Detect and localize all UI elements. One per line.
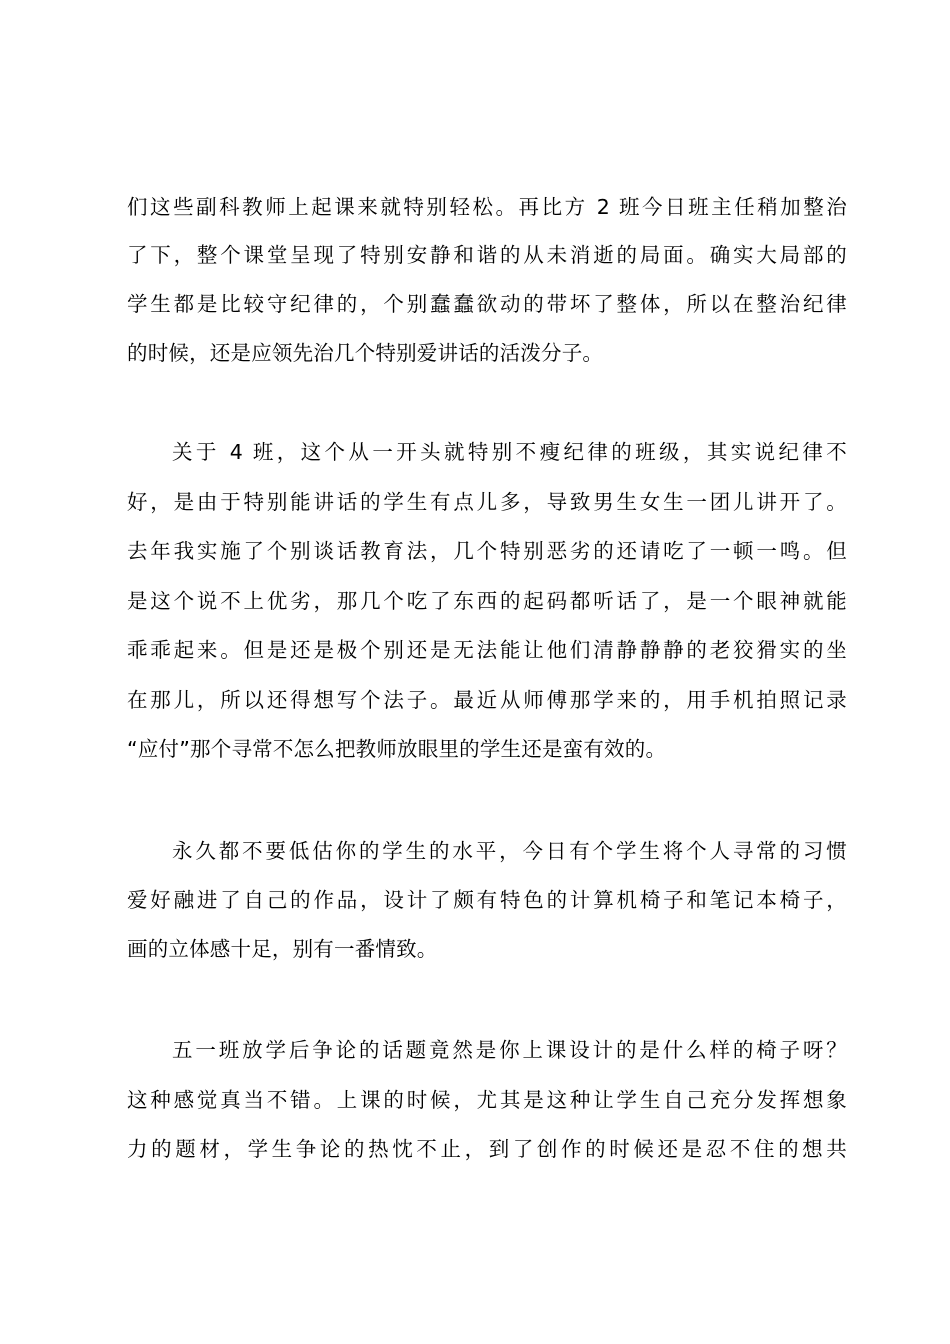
text-line: 在那儿，所以还得想写个法子。最近从师傅那学来的，用手机拍照记录 bbox=[127, 688, 847, 712]
text-line: 去年我实施了个别谈话教育法，几个特别恶劣的还请吃了一顿一鸣。但 bbox=[127, 539, 847, 563]
text-line: 好，是由于特别能讲话的学生有点儿多，导致男生女生一团儿讲开了。 bbox=[127, 490, 847, 514]
text-line: “应付”那个寻常不怎么把教师放眼里的学生还是蛮有效的。 bbox=[127, 737, 667, 761]
text-line: 画的立体感十足，别有一番情致。 bbox=[127, 937, 438, 961]
text-line: 这种感觉真当不错。上课的时候，尤其是这种让学生自己充分发挥想象 bbox=[127, 1088, 847, 1112]
text-line: 的时候，还是应领先治几个特别爱讲话的活泼分子。 bbox=[127, 341, 604, 365]
text-line: 爱好融进了自己的作品，设计了颇有特色的计算机椅子和笔记本椅子， bbox=[127, 888, 847, 912]
text-line: 乖乖起来。但是还是极个别还是无法能让他们清静静静的老狡猾实的坐 bbox=[127, 638, 847, 662]
text-line: 学生都是比较守纪律的，个别蠢蠢欲动的带坏了整体，所以在整治纪律 bbox=[127, 292, 847, 316]
text-line: 了下，整个课堂呈现了特别安静和谐的从未消逝的局面。确实大局部的 bbox=[127, 243, 847, 267]
text-line: 力的题材，学生争论的热忱不止，到了创作的时候还是忍不住的想共 bbox=[127, 1137, 847, 1161]
text-line: 们这些副科教师上起课来就特别轻松。再比方 2 班今日班主任稍加整治 bbox=[127, 195, 847, 219]
text-line: 关于 4 班，这个从一开头就特别不瘦纪律的班级，其实说纪律不 bbox=[172, 440, 847, 464]
text-line: 永久都不要低估你的学生的水平，今日有个学生将个人寻常的习惯 bbox=[172, 839, 847, 863]
text-line: 是这个说不上优劣，那几个吃了东西的起码都听话了，是一个眼神就能 bbox=[127, 589, 847, 613]
text-line: 五一班放学后争论的话题竟然是你上课设计的是什么样的椅子呀？ bbox=[172, 1038, 847, 1062]
